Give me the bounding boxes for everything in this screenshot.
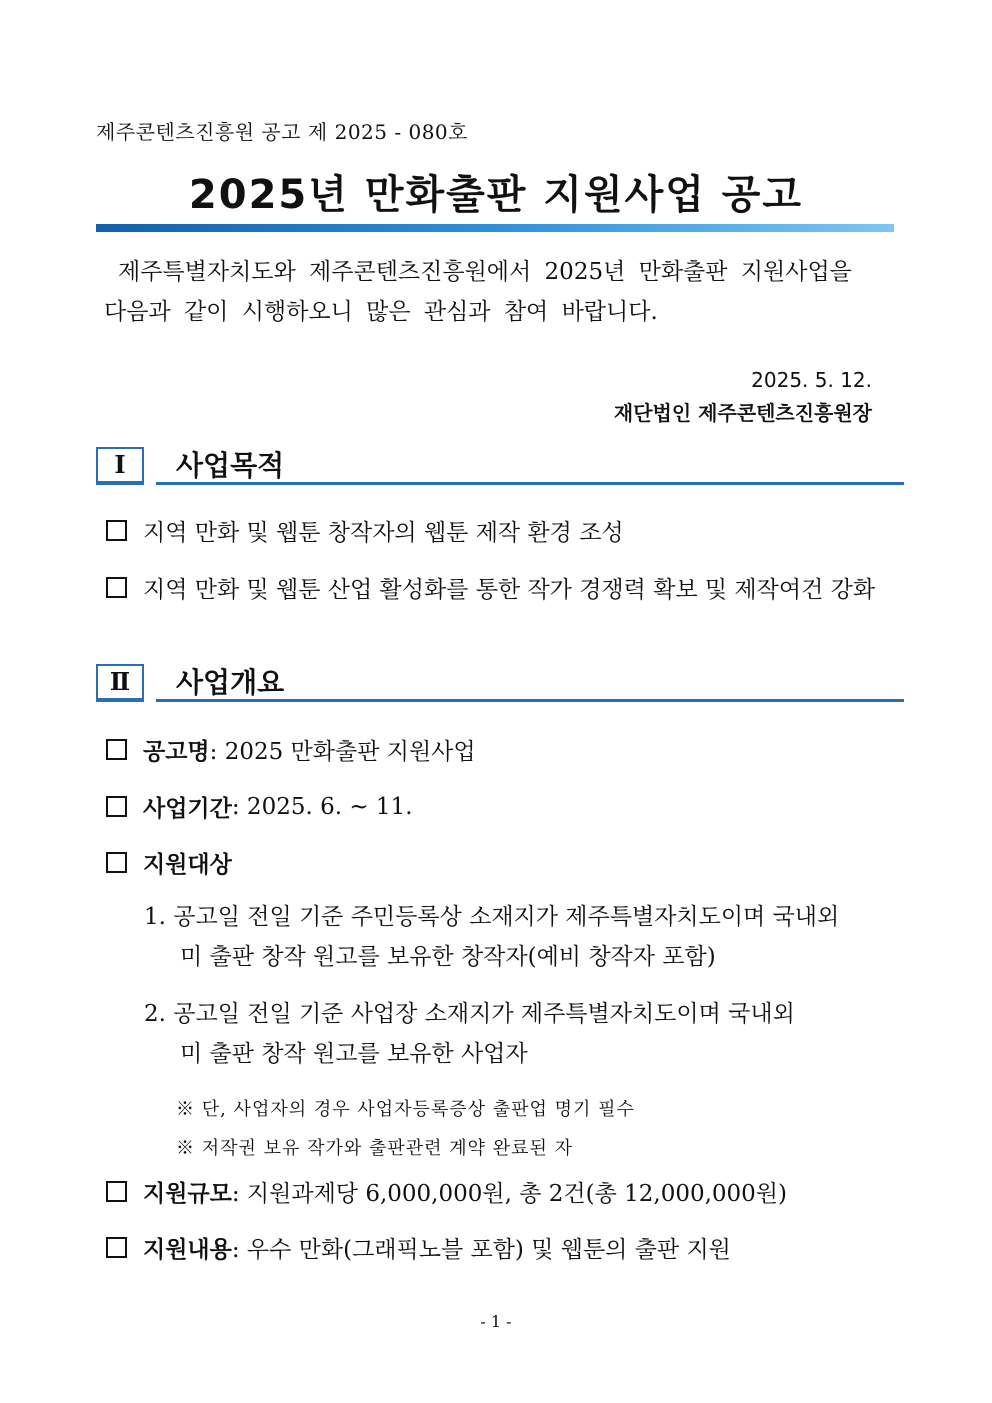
period-item: 사업기간 : 2025. 6. ~ 11. — [106, 790, 413, 823]
checkbox-icon — [106, 520, 127, 541]
notice-date: 2025. 5. 12. — [751, 368, 872, 392]
section2-title: 사업개요 — [176, 666, 285, 699]
section1-title: 사업목적 — [176, 449, 285, 482]
section2-numeral: Ⅱ — [96, 664, 144, 700]
section2-rule — [156, 699, 904, 702]
section1-rule-left — [96, 482, 144, 485]
target-note-1: ※ 단, 사업자의 경우 사업자등록증상 출판업 명기 필수 — [176, 1099, 635, 1120]
page-number: - 1 - — [480, 1312, 512, 1331]
section1-rule — [156, 482, 904, 485]
purpose-item-2: 지역 만화 및 웹툰 산업 활성화를 통한 작가 경쟁력 확보 및 제작여건 강화 — [106, 571, 875, 604]
section1-numeral: Ⅰ — [96, 447, 144, 483]
intro-line-2: 다음과 같이 시행하오니 많은 관심과 참여 바랍니다. — [104, 299, 658, 325]
intro-paragraph — [104, 252, 894, 332]
checkbox-icon — [106, 739, 127, 760]
scale-item: 지원규모 : 지원과제당 6,000,000원, 총 2건(총 12,000,000원) — [106, 1175, 787, 1208]
target-item-2: 2. 공고일 전일 기준 사업장 소재지가 제주특별자치도이며 국내외 미 출판 창작 원고를 보유한 사업자 — [144, 1001, 795, 1067]
target-item: 지원대상 — [106, 846, 232, 879]
content-item: 지원내용 : 우수 만화(그래픽노블 포함) 및 웹툰의 출판 지원 — [106, 1231, 731, 1264]
checkbox-icon — [106, 1237, 127, 1258]
target-note-2: ※ 저작권 보유 작가와 출판관련 계약 완료된 자 — [176, 1138, 574, 1159]
notice-number: 제주콘텐츠진흥원 공고 제 2025 - 080호 — [96, 120, 468, 144]
target-item-1: 1. 공고일 전일 기준 주민등록상 소재지가 제주특별자치도이며 국내외 미 출판 창작 원고를 보유한 창작자(예비 창작자 포함) — [144, 904, 840, 970]
intro-line-1: 제주특별자치도와 제주콘텐츠진흥원에서 2025년 만화출판 지원사업을 — [118, 259, 852, 285]
notice-name-item: 공고명 : 2025 만화출판 지원사업 — [106, 733, 476, 766]
checkbox-icon — [106, 796, 127, 817]
issuing-organization: 재단법인 제주콘텐츠진흥원장 — [613, 401, 872, 425]
page-title: 2025년 만화출판 지원사업 공고 — [188, 172, 804, 218]
checkbox-icon — [106, 577, 127, 598]
title-rule — [96, 224, 894, 232]
purpose-item-1: 지역 만화 및 웹툰 창작자의 웹툰 제작 환경 조성 — [106, 514, 624, 547]
checkbox-icon — [106, 1181, 127, 1202]
checkbox-icon — [106, 852, 127, 873]
section2-rule-left — [96, 699, 144, 702]
